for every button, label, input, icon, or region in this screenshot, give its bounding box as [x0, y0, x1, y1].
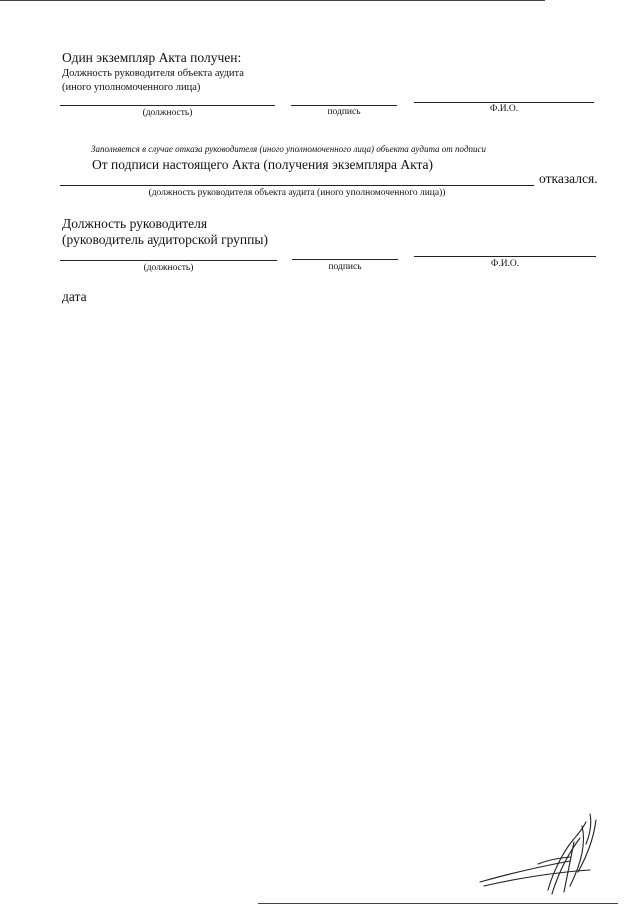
refusal-statement: От подписи настоящего Акта (получения экземпляра Акта): [92, 157, 434, 172]
date-label: дата: [62, 289, 87, 304]
refusal-position-line[interactable]: [60, 185, 534, 186]
receipt-heading: Один экземпляр Акта получен:: [62, 50, 242, 65]
scan-edge-bottom: [258, 903, 618, 904]
scan-edge-top: [0, 0, 545, 1]
caption-position-2: (должность): [143, 263, 194, 273]
auditor-role-line2: (руководитель аудиторской группы): [62, 232, 268, 247]
receiver-role-line1: Должность руководителя объекта аудита: [62, 68, 244, 79]
refusal-caption: (должность руководителя объекта аудита (иного уполномоченного лица)): [148, 188, 446, 198]
refused-word: отказался.: [539, 171, 598, 186]
receiver-role-line2: (иного уполномоченного лица): [62, 82, 201, 93]
signature-scribble: [478, 812, 618, 902]
caption-position-1: (должность): [142, 108, 193, 118]
signature-line-2[interactable]: [292, 259, 398, 260]
caption-signature-1: подпись: [327, 107, 361, 117]
position-line-2[interactable]: [60, 260, 277, 261]
position-line-1[interactable]: [60, 105, 275, 106]
name-line-2[interactable]: [414, 256, 596, 257]
caption-name-1: Ф.И.О.: [489, 104, 519, 114]
refusal-note: Заполняется в случае отказа руководителя (иного уполномоченного лица) объекта аудита от подписи: [91, 144, 486, 154]
auditor-role-line1: Должность руководителя: [62, 216, 208, 231]
caption-signature-2: подпись: [328, 262, 362, 272]
name-line-1[interactable]: [414, 102, 594, 103]
signature-line-1[interactable]: [291, 105, 397, 106]
caption-name-2: Ф.И.О.: [490, 259, 520, 269]
